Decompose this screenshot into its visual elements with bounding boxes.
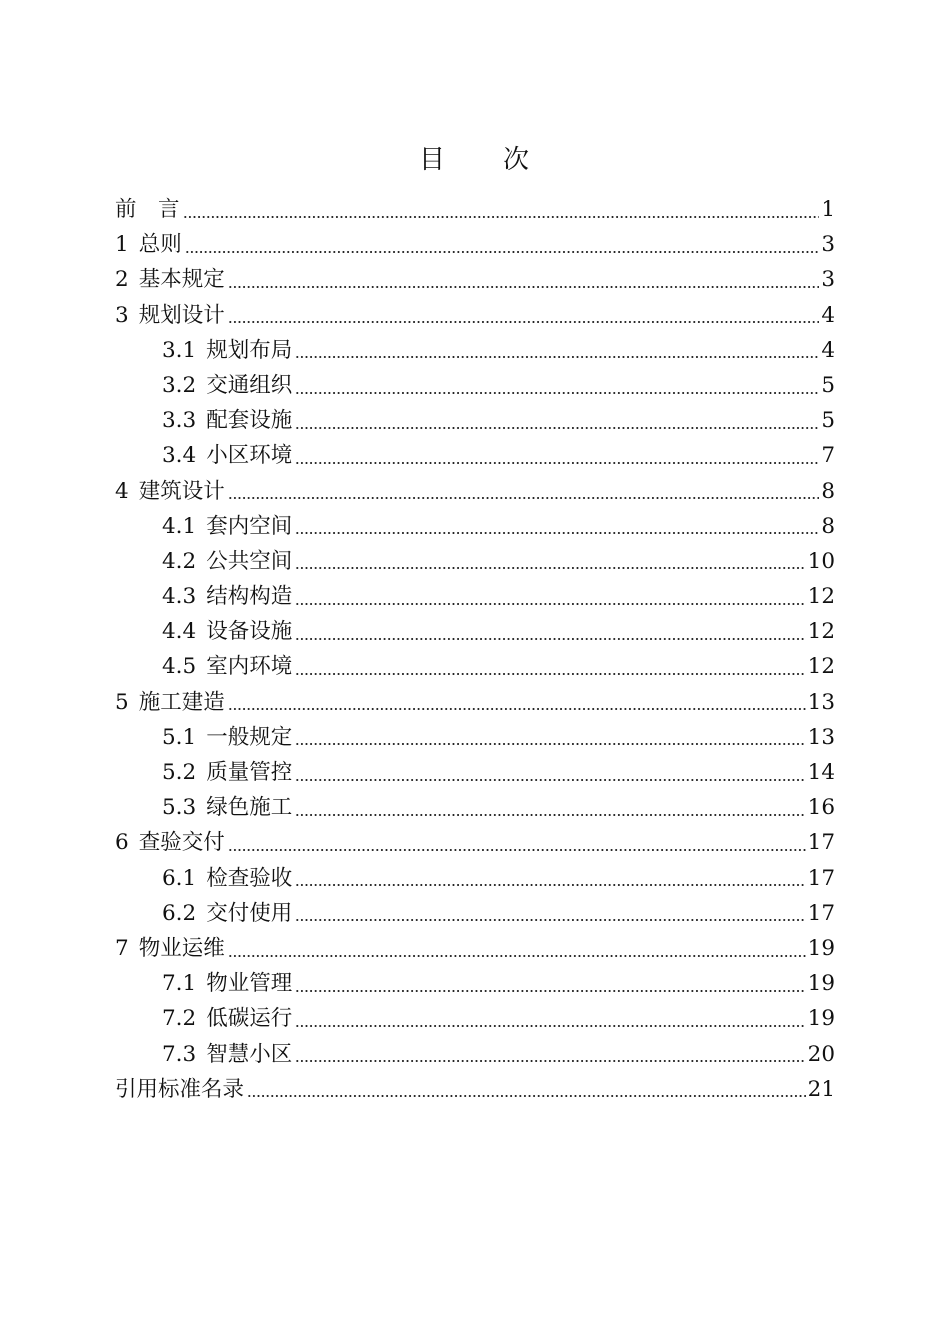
toc-entry-title: 总则 xyxy=(138,232,182,258)
toc-entry[interactable] xyxy=(115,861,835,896)
dot-leader xyxy=(295,917,805,923)
toc-entry-number: 4.2 xyxy=(162,548,197,574)
toc-entry[interactable] xyxy=(115,614,835,649)
toc-entry-title: 套内空间 xyxy=(206,513,293,539)
toc-entry-page-number: 20 xyxy=(807,1041,835,1067)
dot-leader xyxy=(183,214,820,220)
toc-entry-title: 前 言 xyxy=(115,197,180,222)
toc-entry[interactable] xyxy=(115,509,835,544)
dot-leader xyxy=(295,425,819,431)
toc-entry[interactable] xyxy=(115,403,835,438)
toc-entry-title: 设备设施 xyxy=(206,619,293,645)
toc-entry[interactable] xyxy=(115,474,835,509)
toc-entry-title: 交通组织 xyxy=(206,372,293,398)
toc-entry[interactable] xyxy=(115,368,835,403)
toc-entry-title: 交付使用 xyxy=(206,900,293,926)
toc-entry[interactable] xyxy=(115,649,835,684)
toc-entry[interactable] xyxy=(115,1037,835,1072)
toc-entry-title: 物业管理 xyxy=(206,971,293,997)
toc-entry-number: 6.1 xyxy=(162,865,197,891)
toc-entry-number: 2 xyxy=(115,267,129,293)
toc-entry-page-number: 17 xyxy=(807,900,835,926)
toc-entry-number: 3.4 xyxy=(162,443,197,469)
toc-entry-number: 4.1 xyxy=(162,513,197,539)
dot-leader xyxy=(295,812,805,818)
toc-entry-page-number: 19 xyxy=(807,971,835,997)
toc-entry-number: 3.1 xyxy=(162,337,197,363)
dot-leader xyxy=(295,1023,805,1029)
toc-entry-page-number: 5 xyxy=(821,372,835,398)
toc-entry[interactable] xyxy=(115,298,835,333)
toc-entry-number: 4 xyxy=(115,478,129,504)
toc-entry-page-number: 3 xyxy=(821,232,835,258)
toc-entry-page-number: 13 xyxy=(807,689,835,715)
toc-entry-page-number: 5 xyxy=(821,408,835,434)
toc-entry-title: 绿色施工 xyxy=(206,795,293,821)
toc-entry-page-number: 1 xyxy=(821,197,835,222)
page-title: 目 次 xyxy=(418,145,531,175)
toc-entry[interactable] xyxy=(115,1001,835,1036)
toc-entry[interactable] xyxy=(115,262,835,297)
toc-entry-number: 5 xyxy=(115,689,129,715)
toc-entry-number: 3 xyxy=(115,302,129,328)
toc-entry-number: 5.1 xyxy=(162,724,197,750)
toc-entry[interactable] xyxy=(115,825,835,860)
toc-entry-title: 引用标准名录 xyxy=(115,1076,245,1102)
toc-entry-title: 智慧小区 xyxy=(206,1041,293,1067)
dot-leader xyxy=(295,777,805,783)
toc-entry-title: 质量管控 xyxy=(206,760,293,785)
toc-entry-number: 4.3 xyxy=(162,584,197,610)
dot-leader xyxy=(295,354,819,360)
toc-entry-number: 3.2 xyxy=(162,372,197,398)
toc-entry-title: 物业运维 xyxy=(138,935,225,961)
dot-leader xyxy=(228,847,806,853)
toc-entry[interactable] xyxy=(115,192,835,227)
dot-leader xyxy=(295,671,805,677)
dot-leader xyxy=(247,1093,806,1099)
toc-entry-page-number: 3 xyxy=(821,267,835,293)
toc-entry-page-number: 14 xyxy=(807,760,835,785)
dot-leader xyxy=(185,249,820,255)
toc-entry-number: 4.5 xyxy=(162,654,197,680)
dot-leader xyxy=(295,530,819,536)
toc-entry[interactable] xyxy=(115,544,835,579)
toc-entry-number: 7.1 xyxy=(162,971,197,997)
toc-entry-title: 施工建造 xyxy=(138,689,225,715)
toc-entry-number: 4.4 xyxy=(162,619,197,645)
toc-entry[interactable] xyxy=(115,720,835,755)
toc-entry-page-number: 19 xyxy=(807,1006,835,1032)
toc-entry-page-number: 12 xyxy=(807,619,835,645)
dot-leader xyxy=(295,1058,805,1064)
toc-entry-title: 室内环境 xyxy=(206,654,293,680)
toc-entry[interactable] xyxy=(115,1072,835,1107)
toc-entry-number: 6 xyxy=(115,830,129,856)
dot-leader xyxy=(295,741,805,747)
toc-entry-title: 基本规定 xyxy=(138,267,225,293)
toc-entry-title: 规划布局 xyxy=(206,337,293,363)
dot-leader xyxy=(295,988,805,994)
toc-entry[interactable] xyxy=(115,227,835,262)
toc-entry-page-number: 12 xyxy=(807,584,835,610)
toc-entry-page-number: 17 xyxy=(807,865,835,891)
dot-leader xyxy=(228,706,806,712)
toc-entry-page-number: 21 xyxy=(807,1076,835,1102)
dot-leader xyxy=(228,284,820,290)
toc-entry-page-number: 8 xyxy=(821,513,835,539)
toc-entry-title: 建筑设计 xyxy=(138,478,225,504)
toc-entry[interactable] xyxy=(115,896,835,931)
toc-entry-page-number: 13 xyxy=(807,724,835,750)
toc-entry-number: 6.2 xyxy=(162,900,197,926)
toc-entry-page-number: 10 xyxy=(807,548,835,574)
toc-entry-title: 配套设施 xyxy=(206,408,293,434)
dot-leader xyxy=(228,319,820,325)
toc-entry-title: 规划设计 xyxy=(138,302,225,328)
toc-entry-title: 低碳运行 xyxy=(206,1006,293,1032)
toc-entry-title: 小区环境 xyxy=(206,443,293,469)
dot-leader xyxy=(295,882,805,888)
toc-entry[interactable] xyxy=(115,790,835,825)
table-of-contents xyxy=(115,192,835,1107)
toc-entry-title: 一般规定 xyxy=(206,724,293,750)
toc-entry-title: 检查验收 xyxy=(206,865,293,891)
toc-entry-title: 公共空间 xyxy=(206,548,293,574)
toc-entry-number: 5.3 xyxy=(162,795,197,821)
toc-entry[interactable] xyxy=(115,755,835,790)
toc-entry-number: 5.2 xyxy=(162,760,197,785)
toc-entry-page-number: 8 xyxy=(821,478,835,504)
toc-entry[interactable] xyxy=(115,438,835,473)
toc-entry-title: 结构构造 xyxy=(206,584,293,610)
toc-entry[interactable] xyxy=(115,966,835,1001)
toc-entry-page-number: 17 xyxy=(807,830,835,856)
toc-entry-number: 7 xyxy=(115,935,129,961)
toc-entry-number: 1 xyxy=(115,232,129,258)
toc-entry-number: 7.3 xyxy=(162,1041,197,1067)
toc-entry-number: 3.3 xyxy=(162,408,197,434)
toc-entry[interactable] xyxy=(115,931,835,966)
toc-entry[interactable] xyxy=(115,333,835,368)
dot-leader xyxy=(295,390,819,396)
dot-leader xyxy=(228,495,820,501)
dot-leader xyxy=(295,460,819,466)
toc-entry-page-number: 4 xyxy=(821,302,835,328)
toc-entry-page-number: 7 xyxy=(821,443,835,469)
toc-entry-title: 查验交付 xyxy=(138,830,225,856)
toc-entry[interactable] xyxy=(115,685,835,720)
dot-leader xyxy=(295,565,805,571)
dot-leader xyxy=(295,601,805,607)
toc-entry[interactable] xyxy=(115,579,835,614)
toc-entry-page-number: 19 xyxy=(807,935,835,961)
toc-entry-page-number: 4 xyxy=(821,337,835,363)
dot-leader xyxy=(295,636,805,642)
dot-leader xyxy=(228,953,806,959)
toc-entry-number: 7.2 xyxy=(162,1006,197,1032)
toc-entry-page-number: 12 xyxy=(807,654,835,680)
toc-entry-page-number: 16 xyxy=(807,795,835,821)
